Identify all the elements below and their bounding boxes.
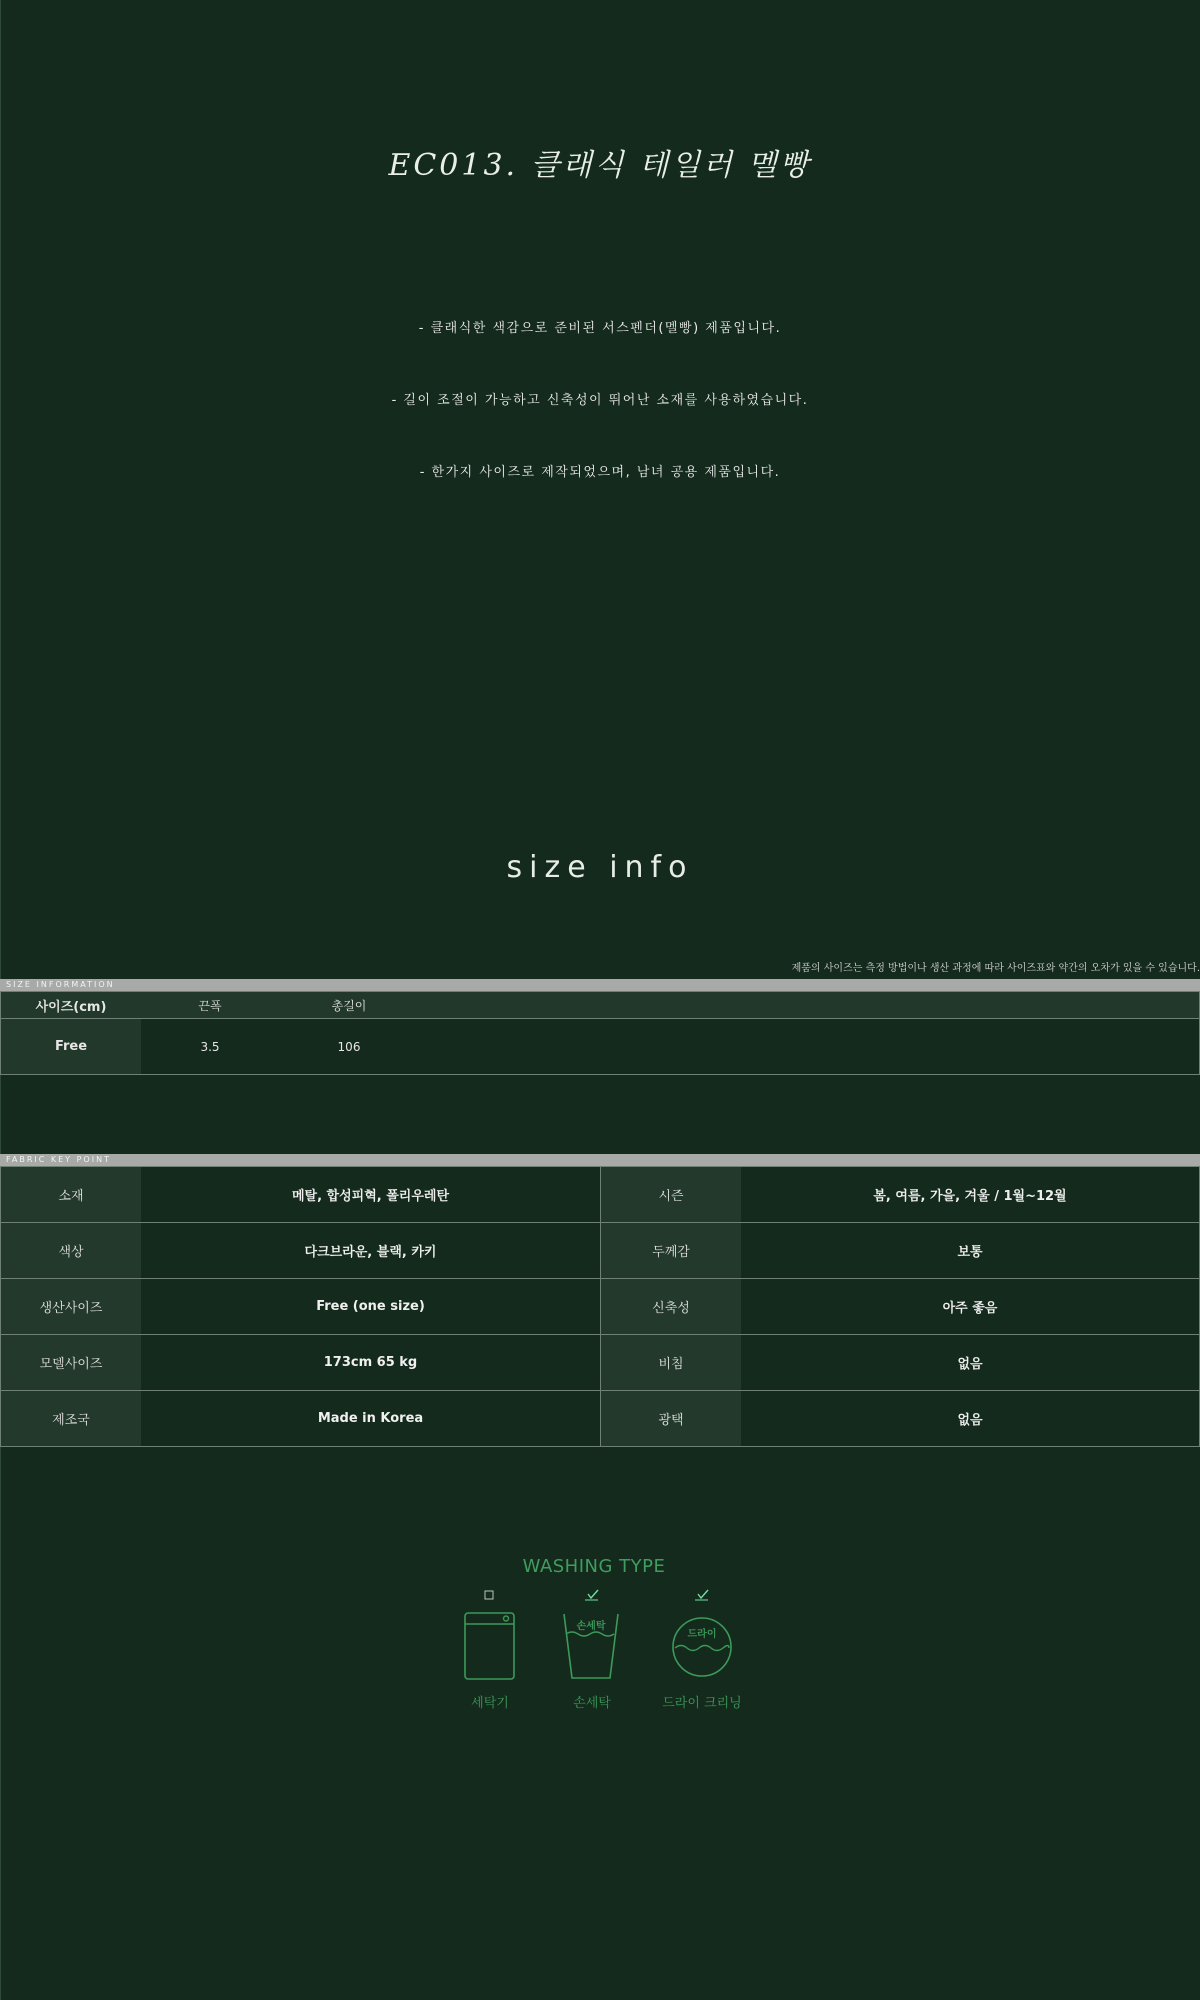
- fabric-value: 없음: [957, 1357, 983, 1372]
- fabric-label: 신축성: [601, 1279, 741, 1334]
- dry-clean-icon-text: 드라이: [687, 1629, 717, 1640]
- size-disclaimer: 제품의 사이즈는 측정 방법이나 생산 과정에 따라 사이즈표와 약간의 오차가 있을 수 있습니다.: [791, 963, 1200, 974]
- fabric-value: 봄, 여름, 가을, 겨울 / 1월~12월: [873, 1189, 1067, 1204]
- table-row: [1, 1019, 1199, 1074]
- wash-item-machine: [450, 1588, 530, 1713]
- hand-wash-icon-text: 손세탁: [576, 1621, 606, 1632]
- fabric-label: 색상: [1, 1223, 141, 1278]
- fabric-label: 생산사이즈: [1, 1279, 141, 1334]
- fabric-value: Free (one size): [141, 1279, 601, 1334]
- table-row: [1, 1167, 1199, 1223]
- description-line: - 한가지 사이즈로 제작되었으며, 남녀 공용 제품입니다.: [419, 465, 781, 480]
- fabric-label: 제조국: [1, 1391, 141, 1446]
- wash-item-hand: [552, 1588, 632, 1713]
- wash-label: 드라이 크리닝: [662, 1696, 742, 1711]
- description-line: - 클래식한 색감으로 준비된 서스펜더(멜빵) 제품입니다.: [418, 321, 782, 336]
- hand-wash-icon: [552, 1588, 632, 1688]
- fabric-key-point-bar: FABRIC KEY POINT: [0, 1154, 1200, 1166]
- fabric-value: 아주 좋음: [942, 1301, 998, 1316]
- washing-machine-icon: [450, 1588, 530, 1688]
- size-table-header: [1, 992, 1199, 1019]
- fabric-value: 메탈, 합성피혁, 폴리우레탄: [141, 1167, 601, 1222]
- table-row: [1, 1391, 1199, 1446]
- table-row: [1, 1223, 1199, 1279]
- fabric-value: 173cm 65 kg: [141, 1335, 601, 1390]
- fabric-label: 시즌: [601, 1167, 741, 1222]
- fabric-label: 비침: [601, 1335, 741, 1390]
- fabric-label: 두께감: [601, 1223, 741, 1278]
- length-header-cell: 총길이: [331, 998, 367, 1013]
- fabric-value: 없음: [957, 1413, 983, 1428]
- product-title: EC013. 클래식 테일러 멜빵: [388, 148, 812, 183]
- fabric-value: Made in Korea: [141, 1391, 601, 1446]
- fabric-label: 모델사이즈: [1, 1335, 141, 1390]
- fabric-value: 보통: [957, 1245, 983, 1260]
- size-cell: Free: [1, 1019, 141, 1074]
- size-table: [0, 991, 1200, 1075]
- width-cell: 3.5: [200, 1039, 220, 1054]
- fabric-table: [0, 1166, 1200, 1447]
- washing-type-title: WASHING TYPE: [522, 1556, 666, 1577]
- wash-label: 손세탁: [573, 1696, 611, 1711]
- size-header-cell: 사이즈(cm): [35, 999, 107, 1015]
- size-info-title: size info: [506, 850, 694, 885]
- length-cell: 106: [337, 1039, 361, 1054]
- size-information-bar: SIZE INFORMATION: [0, 979, 1200, 991]
- wash-label: 세탁기: [471, 1696, 509, 1711]
- fabric-value: 다크브라운, 블랙, 카키: [141, 1223, 601, 1278]
- fabric-label: 소재: [1, 1167, 141, 1222]
- fabric-label: 광택: [601, 1391, 741, 1446]
- table-row: [1, 1335, 1199, 1391]
- wash-item-dry: [662, 1588, 742, 1713]
- description-line: - 길이 조절이 가능하고 신축성이 뛰어난 소재를 사용하였습니다.: [391, 393, 809, 408]
- table-row: [1, 1279, 1199, 1335]
- width-header-cell: 끈폭: [198, 998, 222, 1013]
